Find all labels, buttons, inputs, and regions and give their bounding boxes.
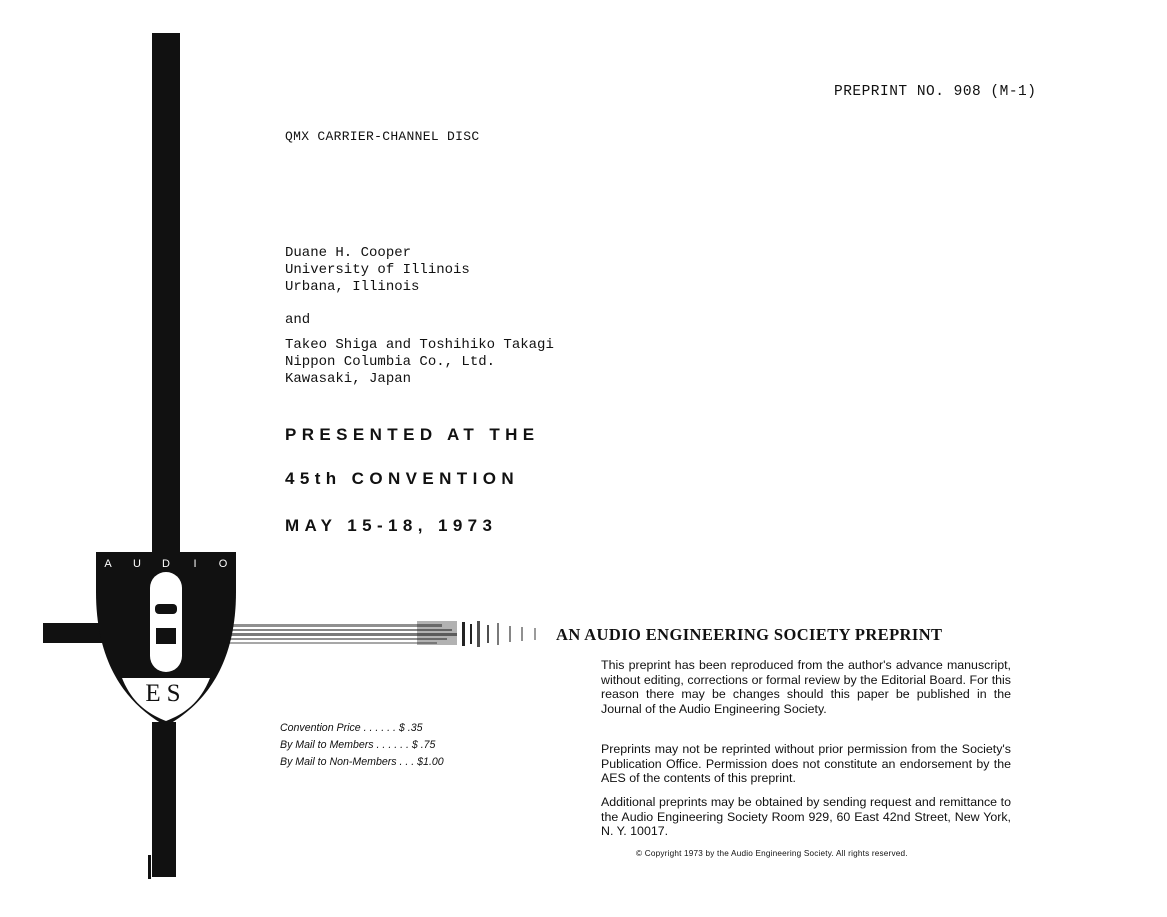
permission-paragraph: Preprints may not be reprinted without prior permission from the Society's Publication Office. Permission does not constitute an endorsement by the AES of the contents of this preprint. (601, 742, 1011, 786)
vertical-logo-bar (152, 33, 180, 555)
logo-letter-i: I (193, 558, 197, 570)
society-preprint-heading: AN AUDIO ENGINEERING SOCIETY PREPRINT (556, 625, 943, 644)
author-conjunction: and (285, 312, 311, 328)
author-line: Takeo Shiga and Toshihiko Takagi (285, 337, 554, 353)
copyright-notice: © Copyright 1973 by the Audio Engineering Society. All rights reserved. (636, 849, 908, 858)
author-line: Nippon Columbia Co., Ltd. (285, 354, 496, 370)
author-line: Kawasaki, Japan (285, 371, 412, 387)
price-members: By Mail to Members . . . . . . $ .75 (280, 739, 436, 751)
author-line: Urbana, Illinois (285, 279, 420, 295)
sound-wave-streak (222, 619, 552, 649)
logo-letter-d: D (162, 558, 170, 570)
logo-letter-o: O (218, 558, 228, 570)
preprint-number: PREPRINT NO. 908 (M-1) (834, 84, 1037, 100)
ordering-paragraph: Additional preprints may be obtained by sending request and remittance to the Audio Engineering Society Room 929, 60 East 42nd Street, New York, N. Y. 10017. (601, 795, 1011, 839)
disclaimer-paragraph: This preprint has been reproduced from the author's advance manuscript, without editing, corrections or formal review by the Editorial Board. For this reason there may be changes should this paper be published in the Journal of the Audio Engineering Society. (601, 658, 1011, 716)
aes-shield-logo (92, 548, 240, 730)
convention-presented: PRESENTED AT THE (285, 425, 540, 444)
author-line: Duane H. Cooper (285, 245, 412, 261)
price-non-members: By Mail to Non-Members . . . $1.00 (280, 756, 444, 768)
author-line: University of Illinois (285, 262, 470, 278)
convention-date: MAY 15-18, 1973 (285, 516, 498, 535)
convention-number: 45th CONVENTION (285, 469, 520, 488)
paper-title: QMX CARRIER-CHANNEL DISC (285, 129, 480, 144)
logo-letter-u: U (133, 558, 141, 570)
vertical-logo-bar-tail (148, 855, 151, 879)
vertical-logo-bar-lower (152, 722, 176, 877)
logo-es-text: ES (145, 680, 187, 707)
logo-letter-a: A (104, 558, 112, 570)
price-convention: Convention Price . . . . . . $ .35 (280, 722, 423, 734)
